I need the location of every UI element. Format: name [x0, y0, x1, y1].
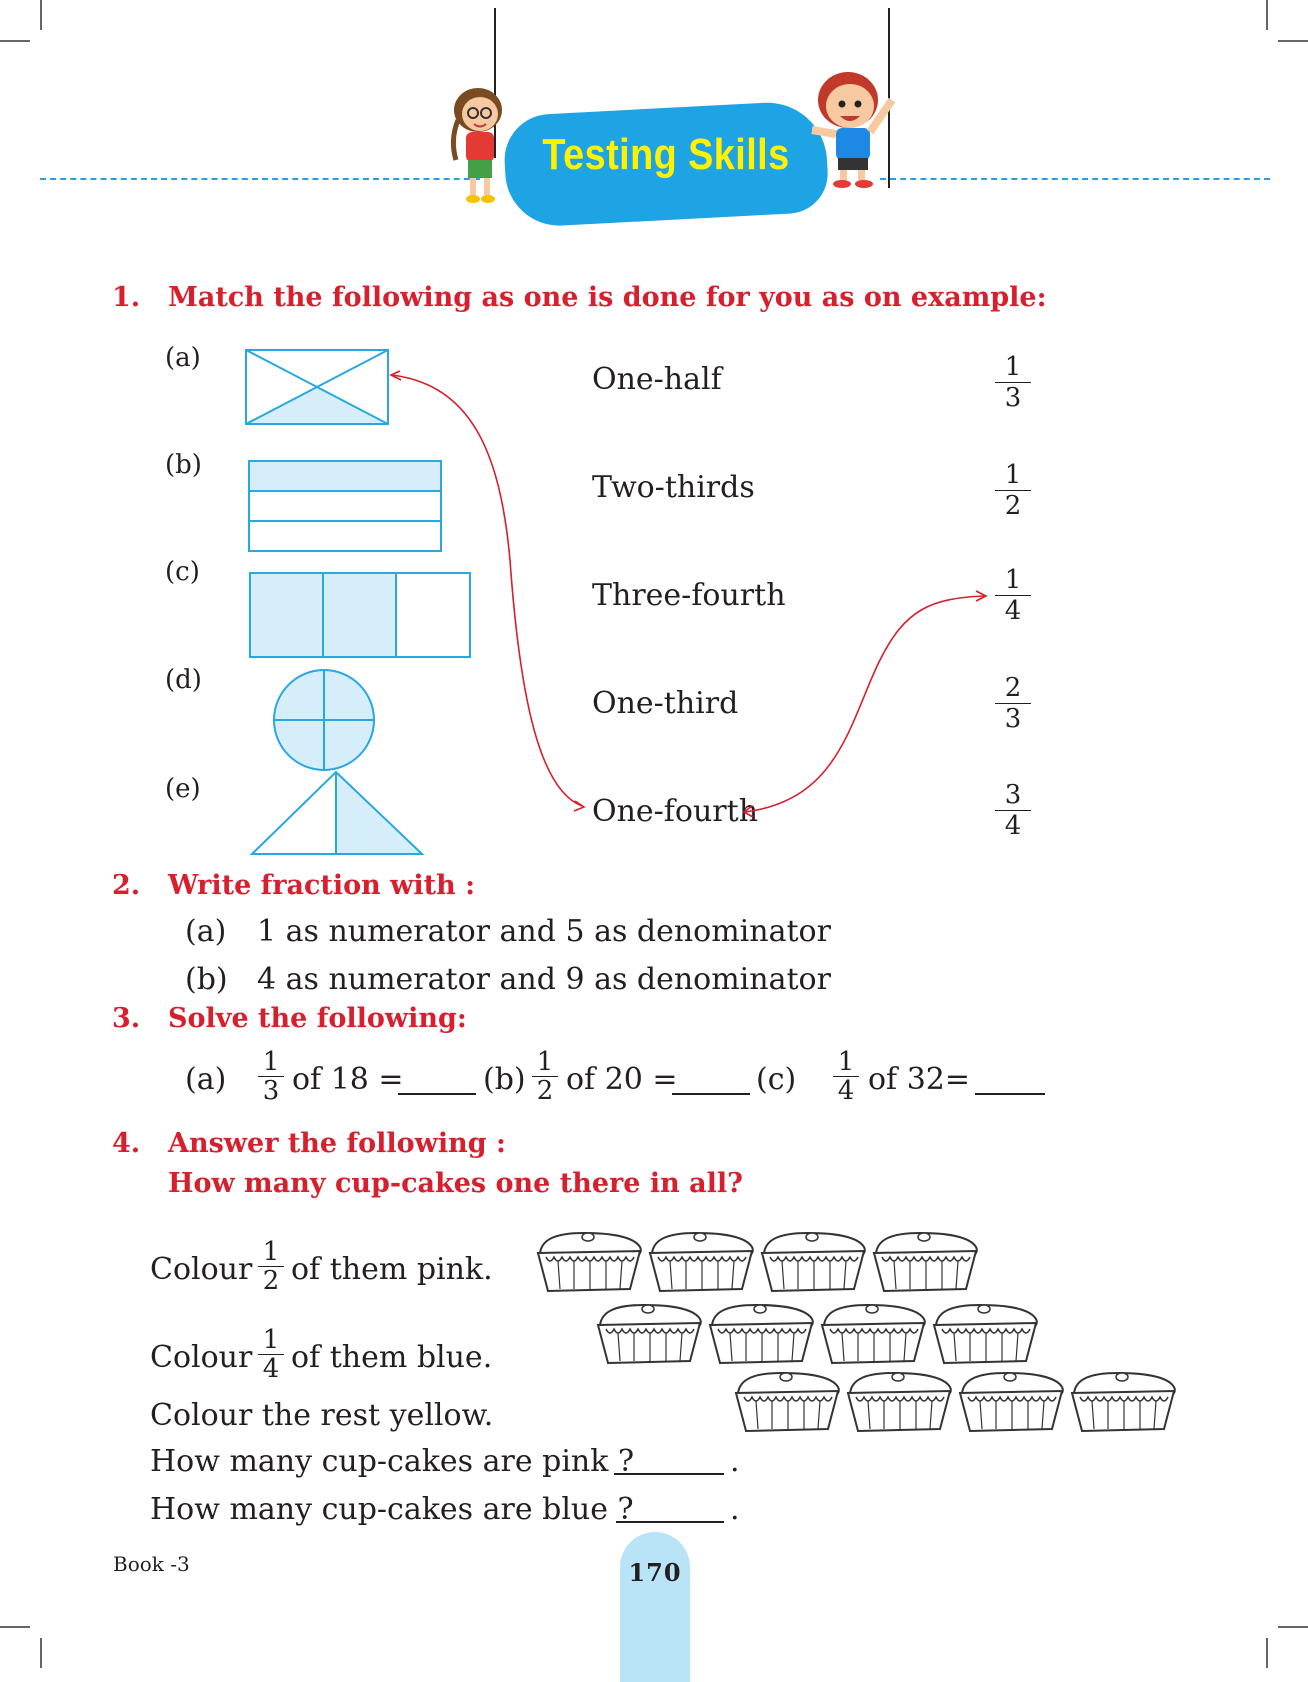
end-mark: . [730, 1444, 740, 1479]
answer-blank[interactable] [672, 1093, 750, 1095]
inline-fraction [258, 1326, 284, 1383]
fraction-word: One-half [592, 362, 722, 397]
denominator: 3 [1004, 383, 1022, 413]
item-text: 4 as numerator and 9 as denominator [257, 962, 831, 997]
item-text: 1 as numerator and 5 as denominator [257, 914, 831, 949]
denominator: 4 [837, 1076, 855, 1106]
item-label: (b) [185, 962, 228, 997]
instruction-text: Colour the rest yellow. [150, 1398, 494, 1433]
inline-fraction [532, 1048, 558, 1105]
crop-mark [1266, 1638, 1268, 1668]
shape-label: (e) [165, 774, 201, 804]
item-label: (b) [483, 1062, 526, 1097]
shape-label: (d) [165, 665, 202, 695]
end-mark: . [730, 1492, 740, 1527]
instruction-text: of them pink. [291, 1252, 493, 1287]
arrow-a-to-one-fourth [392, 375, 582, 806]
question-number: 4. [112, 1128, 141, 1159]
numerator: 1 [995, 565, 1031, 596]
answer-blank-pink[interactable] [614, 1473, 724, 1475]
numerator: 1 [258, 1238, 284, 1267]
denominator: 4 [1004, 811, 1022, 841]
denominator: 2 [536, 1076, 554, 1106]
denominator: 2 [1004, 491, 1022, 521]
numerator: 2 [995, 673, 1031, 704]
numerator: 1 [995, 352, 1031, 383]
colour-word: Colour [150, 1340, 253, 1375]
numerator: 1 [995, 460, 1031, 491]
fraction-word: One-third [592, 686, 739, 721]
crop-mark [0, 1626, 30, 1628]
denominator: 4 [262, 1354, 280, 1384]
inline-fraction [833, 1048, 859, 1105]
numerator: 1 [258, 1326, 284, 1355]
numerator: 1 [258, 1048, 284, 1077]
denominator: 3 [262, 1076, 280, 1106]
question-blue: How many cup-cakes are blue ? [150, 1492, 634, 1527]
crop-mark [1278, 1626, 1308, 1628]
denominator: 4 [1004, 596, 1022, 626]
item-text: of 18 = [292, 1062, 404, 1097]
fraction-word: Three-fourth [592, 578, 786, 613]
crop-mark [40, 1638, 42, 1668]
numerator: 1 [833, 1048, 859, 1077]
answer-blank[interactable] [975, 1093, 1045, 1095]
shape-label: (c) [165, 557, 200, 587]
item-label: (a) [185, 1062, 227, 1097]
numerator: 3 [995, 780, 1031, 811]
colour-word: Colour [150, 1252, 253, 1287]
answer-blank[interactable] [398, 1093, 476, 1095]
denominator: 2 [262, 1266, 280, 1296]
instruction-text: of them blue. [291, 1340, 493, 1375]
page-number: 170 [628, 1558, 682, 1587]
item-text: of 32= [868, 1062, 971, 1097]
question-prompt-2: How many cup-cakes one there in all? [168, 1168, 743, 1199]
fraction-word: Two-thirds [592, 470, 755, 505]
question-prompt: Match the following as one is done for you as on example: [168, 282, 1047, 313]
inline-fraction [258, 1238, 284, 1295]
shape-label: (b) [165, 450, 202, 480]
question-number: 2. [112, 870, 141, 901]
item-label: (c) [756, 1062, 797, 1097]
arrow-one-fourth-to-fraction [745, 596, 985, 812]
item-text: of 20 = [566, 1062, 678, 1097]
question-pink: How many cup-cakes are pink ? [150, 1444, 635, 1479]
cupcakes-illustration [530, 1225, 1180, 1445]
book-label: Book -3 [113, 1552, 190, 1576]
question-number: 3. [112, 1003, 141, 1034]
item-label: (a) [185, 914, 227, 949]
page-number-tab [620, 1532, 690, 1682]
inline-fraction [258, 1048, 284, 1105]
question-prompt: Write fraction with : [168, 870, 476, 901]
numerator: 1 [532, 1048, 558, 1077]
fraction-word: One-fourth [592, 794, 759, 829]
denominator: 3 [1004, 704, 1022, 734]
question-number: 1. [112, 282, 141, 313]
question-prompt: Solve the following: [168, 1003, 467, 1034]
page-title: Testing Skills [542, 130, 790, 179]
answer-blank-blue[interactable] [616, 1521, 724, 1523]
question-prompt: Answer the following : [168, 1128, 507, 1159]
shape-label: (a) [165, 343, 201, 373]
